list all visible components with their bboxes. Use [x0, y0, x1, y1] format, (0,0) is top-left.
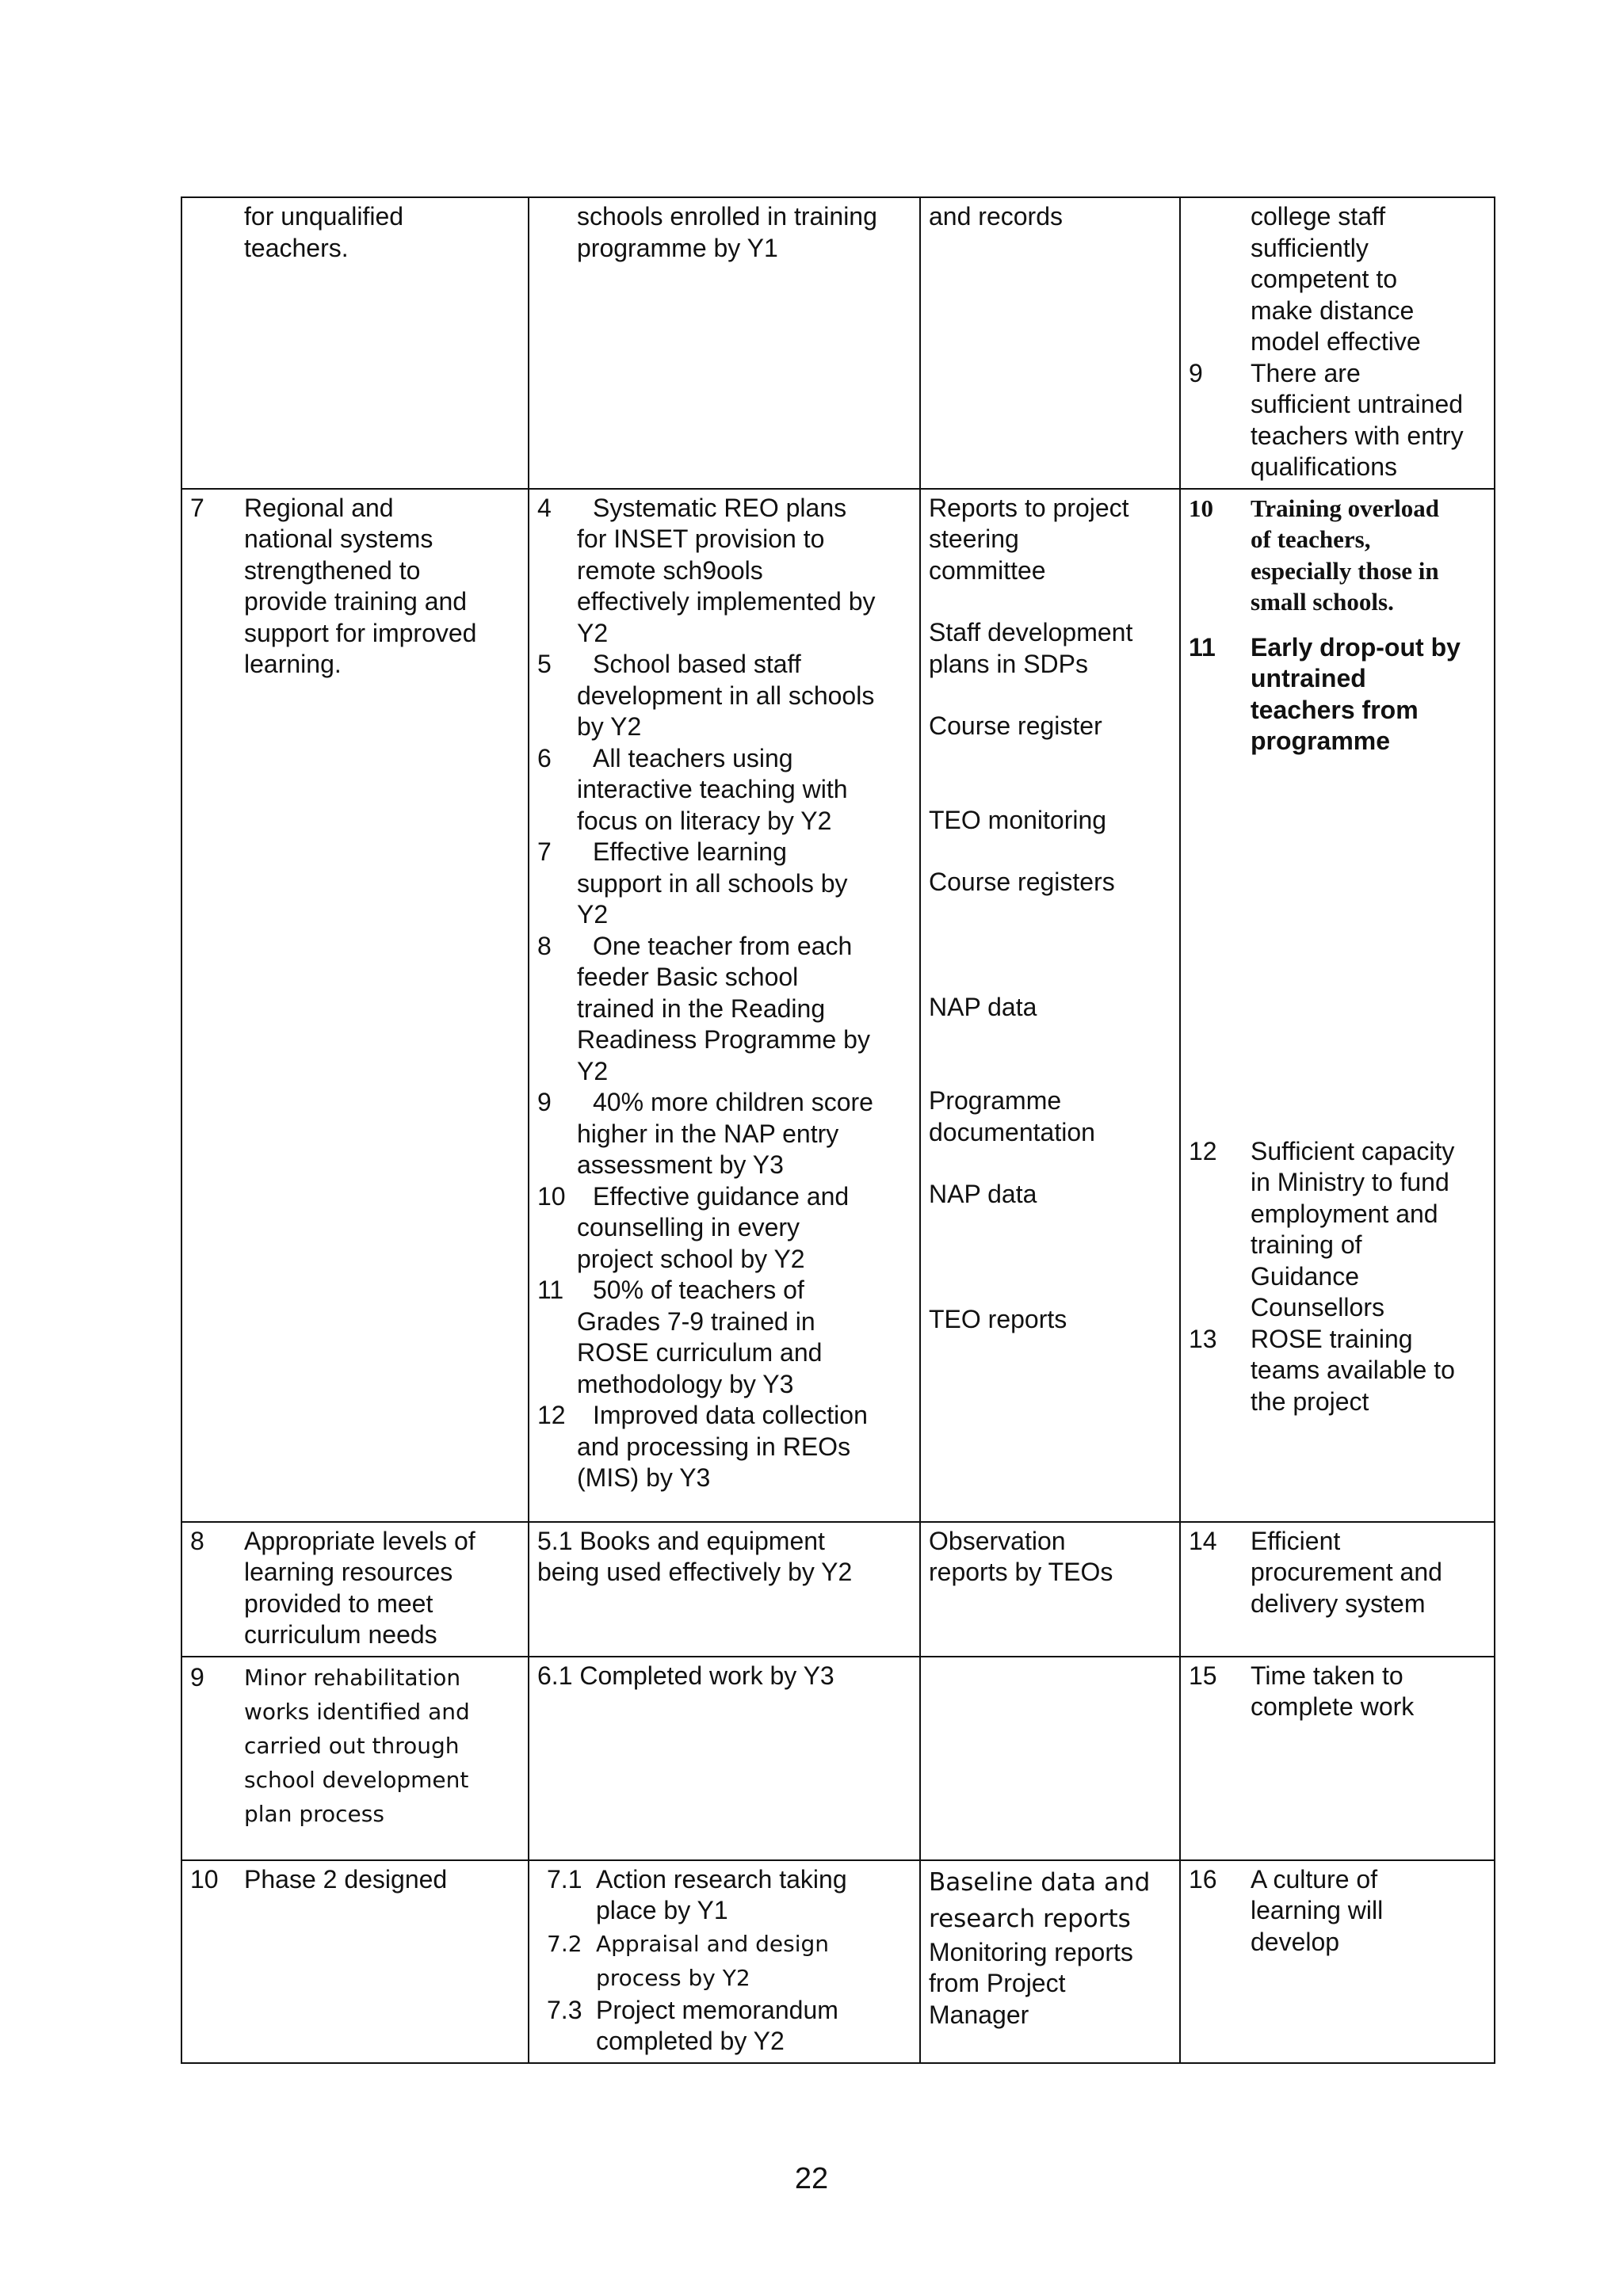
text-line: Baseline data and [929, 1867, 1151, 1897]
text-line: plans in SDPs [929, 649, 1088, 678]
text-line: strengthened to [244, 555, 421, 585]
text-line: programme by Y1 [577, 233, 778, 262]
verification-cell [920, 1860, 1180, 2063]
text-line: There are [1251, 358, 1361, 387]
item-number: 10 [1189, 494, 1213, 522]
indicator-item [537, 837, 911, 931]
text-line: develop [1251, 1927, 1340, 1956]
text-line: higher in the NAP entry [577, 1119, 839, 1148]
text-line: support for improved [244, 618, 477, 647]
text-line: teachers. [244, 233, 349, 262]
text-line: Appropriate levels of [244, 1526, 475, 1555]
assumption-cell [1180, 197, 1495, 489]
item-number: 12 [537, 1401, 566, 1429]
text-line: programme [1251, 727, 1391, 755]
text-line: Improved data collection [593, 1401, 868, 1429]
text-line: learning will [1251, 1896, 1384, 1924]
text-line: especially those in [1251, 556, 1439, 585]
indicator-cell [529, 1657, 920, 1860]
output-cell [181, 197, 529, 489]
indicator-cell [529, 1860, 920, 2063]
row-number: 8 [190, 1526, 204, 1555]
text-line: Y2 [577, 618, 609, 647]
text-line: Time taken to [1251, 1661, 1403, 1690]
text-line: Y2 [577, 1056, 609, 1085]
text-line: Effective guidance and [593, 1181, 850, 1211]
text-line: Monitoring reports [929, 1937, 1133, 1966]
assumption-item [1189, 1526, 1486, 1620]
indicator-item [537, 649, 911, 743]
text-line: 40% more children score [593, 1088, 873, 1116]
text-line: school development [244, 1766, 469, 1793]
indicator-item [537, 743, 911, 837]
item-number: 5 [537, 650, 552, 678]
indicator-item [547, 1927, 911, 1995]
output-cell [181, 489, 529, 1522]
text-line: Training overload [1251, 494, 1439, 522]
text-line: Systematic REO plans [593, 493, 847, 522]
indicator-cell [529, 1522, 920, 1657]
indicator-item [537, 493, 911, 650]
text-line: Efficient [1251, 1526, 1341, 1555]
text-line: Action research taking [596, 1864, 847, 1894]
text-line: committee [929, 555, 1046, 585]
text-line: Counsellors [1251, 1293, 1384, 1322]
text-line: research reports [929, 1904, 1131, 1933]
text-line: All teachers using [593, 743, 793, 772]
text-line: learning. [244, 650, 342, 678]
text-line: the project [1251, 1386, 1369, 1416]
item-number: 13 [1189, 1324, 1217, 1353]
text-line: Staff development [929, 618, 1133, 646]
indicator-item [547, 1864, 911, 1927]
text-line: for unqualified [244, 202, 404, 231]
text-line: qualifications [1251, 452, 1397, 481]
text-line: untrained [1251, 664, 1366, 692]
indicator-item [547, 1995, 911, 2058]
text-line: 5.1 Books and equipment [537, 1526, 825, 1555]
text-line: assessment by Y3 [577, 1150, 784, 1179]
text-line: effectively implemented by [577, 587, 876, 616]
indicator-item [537, 1275, 911, 1400]
table-row-9 [181, 1657, 1495, 1860]
text-line: feeder Basic school [577, 963, 799, 991]
text-line: Phase 2 designed [244, 1864, 448, 1894]
item-number: 8 [537, 931, 552, 960]
text-line: interactive teaching with [577, 775, 848, 803]
text-line: remote sch9ools [577, 555, 763, 585]
logframe-table [181, 196, 1495, 2064]
text-line: Observation [929, 1526, 1066, 1555]
text-line: Project memorandum [596, 1995, 838, 2024]
indicator-cell [529, 197, 920, 489]
text-line: methodology by Y3 [577, 1369, 794, 1398]
text-line: Reports to project [929, 493, 1129, 522]
text-line: sufficient untrained [1251, 390, 1464, 418]
text-line: Course register [929, 711, 1102, 740]
table-row-10 [181, 1860, 1495, 2063]
text-line: Regional and [244, 493, 394, 522]
item-number: 7.1 [547, 1864, 582, 1894]
text-line: Sufficient capacity [1251, 1136, 1455, 1165]
text-line: small schools. [1251, 588, 1394, 616]
output-cell [181, 1860, 529, 2063]
text-line: development in all schools [577, 681, 875, 710]
text-line: NAP data [929, 1180, 1037, 1208]
text-line: reports by TEOs [929, 1558, 1113, 1586]
assumption-cell [1180, 489, 1495, 1522]
table-row-7 [181, 489, 1495, 1522]
text-line: being used effectively by Y2 [537, 1558, 853, 1586]
text-line: Guidance [1251, 1261, 1359, 1291]
text-line: trained in the Reading [577, 994, 826, 1023]
item-number: 6 [537, 743, 552, 772]
assumption-item [1189, 358, 1486, 483]
text-line: in Ministry to fund [1251, 1168, 1449, 1196]
item-number: 12 [1189, 1136, 1217, 1165]
verification-cell [920, 489, 1180, 1522]
text-line: procurement and [1251, 1558, 1442, 1586]
item-number: 7 [537, 837, 552, 866]
assumption-item [1189, 1661, 1486, 1723]
text-line: employment and [1251, 1199, 1438, 1228]
text-line: plan process [244, 1800, 384, 1827]
text-line: make distance [1251, 296, 1415, 325]
text-line: documentation [929, 1117, 1095, 1146]
text-line: Programme [929, 1086, 1062, 1115]
text-line: sufficiently [1251, 233, 1369, 262]
text-line: training of [1251, 1230, 1362, 1259]
row-number: 10 [190, 1864, 219, 1894]
text-line: A culture of [1251, 1864, 1378, 1894]
text-line: process by Y2 [596, 1964, 750, 1991]
text-line: teachers from [1251, 695, 1419, 724]
text-line: project school by Y2 [577, 1244, 805, 1273]
text-line: of teachers, [1251, 525, 1371, 553]
text-line: One teacher from each [593, 931, 853, 960]
item-number: 10 [537, 1181, 566, 1211]
verification-cell [920, 197, 1180, 489]
item-number: 11 [1189, 632, 1216, 662]
text-line: and processing in REOs [577, 1432, 851, 1461]
text-line: focus on literacy by Y2 [577, 806, 832, 835]
text-line: Appraisal and design [596, 1930, 830, 1957]
item-number: 9 [1189, 358, 1203, 387]
page-number: 22 [794, 2162, 829, 2195]
table-row-8 [181, 1522, 1495, 1657]
item-number: 11 [537, 1276, 564, 1304]
indicator-item [537, 1400, 911, 1494]
text-line: place by Y1 [596, 1896, 728, 1924]
text-line: schools enrolled in training [577, 202, 877, 231]
verification-cell [920, 1657, 1180, 1860]
item-number: 15 [1189, 1661, 1217, 1690]
text-line: from Project [929, 1969, 1066, 1997]
assumption-cell [1180, 1657, 1495, 1860]
table-row-continuation [181, 197, 1495, 489]
text-line: support in all schools by [577, 868, 848, 898]
text-line: national systems [244, 524, 433, 553]
text-line: Y2 [577, 900, 609, 929]
text-line: carried out through [244, 1732, 460, 1759]
text-line: counselling in every [577, 1213, 800, 1241]
text-line: teachers with entry [1251, 421, 1464, 450]
text-line: Manager [929, 2000, 1029, 2029]
text-line: Grades 7-9 trained in [577, 1306, 815, 1336]
assumption-cell [1180, 1522, 1495, 1657]
text-line: steering [929, 524, 1019, 553]
text-line: (MIS) by Y3 [577, 1463, 711, 1492]
text-line: Minor rehabilitation [244, 1664, 461, 1691]
text-line: completed by Y2 [596, 2027, 785, 2055]
indicator-item [537, 1087, 911, 1181]
text-line: Course registers [929, 868, 1115, 896]
text-line: 50% of teachers of [593, 1276, 804, 1304]
text-line: competent to [1251, 265, 1397, 293]
assumption-item [1189, 1136, 1486, 1324]
assumption-cell [1180, 1860, 1495, 2063]
text-line: for INSET provision to [577, 524, 825, 553]
output-cell [181, 1657, 529, 1860]
text-line: TEO monitoring [929, 805, 1107, 834]
text-line: 6.1 Completed work by Y3 [537, 1661, 834, 1690]
verification-cell [920, 1522, 1180, 1657]
text-line: Readiness Programme by [577, 1025, 870, 1054]
text-line: works identified and [244, 1698, 470, 1725]
text-line: teams available to [1251, 1356, 1455, 1384]
text-line: School based staff [593, 650, 801, 678]
item-number: 16 [1189, 1864, 1217, 1894]
text-line: provide training and [244, 587, 468, 616]
text-line: college staff [1251, 202, 1386, 231]
text-line: and records [929, 202, 1063, 231]
text-line: by Y2 [577, 712, 642, 741]
text-line: Early drop-out by [1251, 632, 1461, 662]
text-line: curriculum needs [244, 1620, 437, 1649]
assumption-item [1189, 1324, 1486, 1418]
text-line: NAP data [929, 992, 1037, 1021]
indicator-cell [529, 489, 920, 1522]
assumption-item [1189, 1864, 1486, 1958]
row-number: 7 [190, 493, 204, 522]
text-line: model effective [1251, 327, 1421, 356]
text-line: delivery system [1251, 1589, 1426, 1618]
item-number: 7.2 [547, 1930, 582, 1957]
assumption-item [1189, 493, 1486, 618]
output-cell [181, 1522, 529, 1657]
text-line: learning resources [244, 1558, 453, 1586]
text-line: ROSE training [1251, 1324, 1413, 1353]
indicator-item [537, 1181, 911, 1276]
row-number: 9 [190, 1662, 204, 1691]
text-line: provided to meet [244, 1589, 433, 1618]
item-number: 14 [1189, 1526, 1217, 1555]
assumption-item [1189, 632, 1486, 757]
text-line: Effective learning [593, 837, 787, 866]
text-line: ROSE curriculum and [577, 1338, 823, 1367]
item-number: 4 [537, 493, 552, 522]
indicator-item [537, 931, 911, 1088]
item-number: 9 [537, 1088, 552, 1116]
item-number: 7.3 [547, 1995, 582, 2024]
text-line: TEO reports [929, 1304, 1067, 1333]
text-line: complete work [1251, 1692, 1415, 1721]
